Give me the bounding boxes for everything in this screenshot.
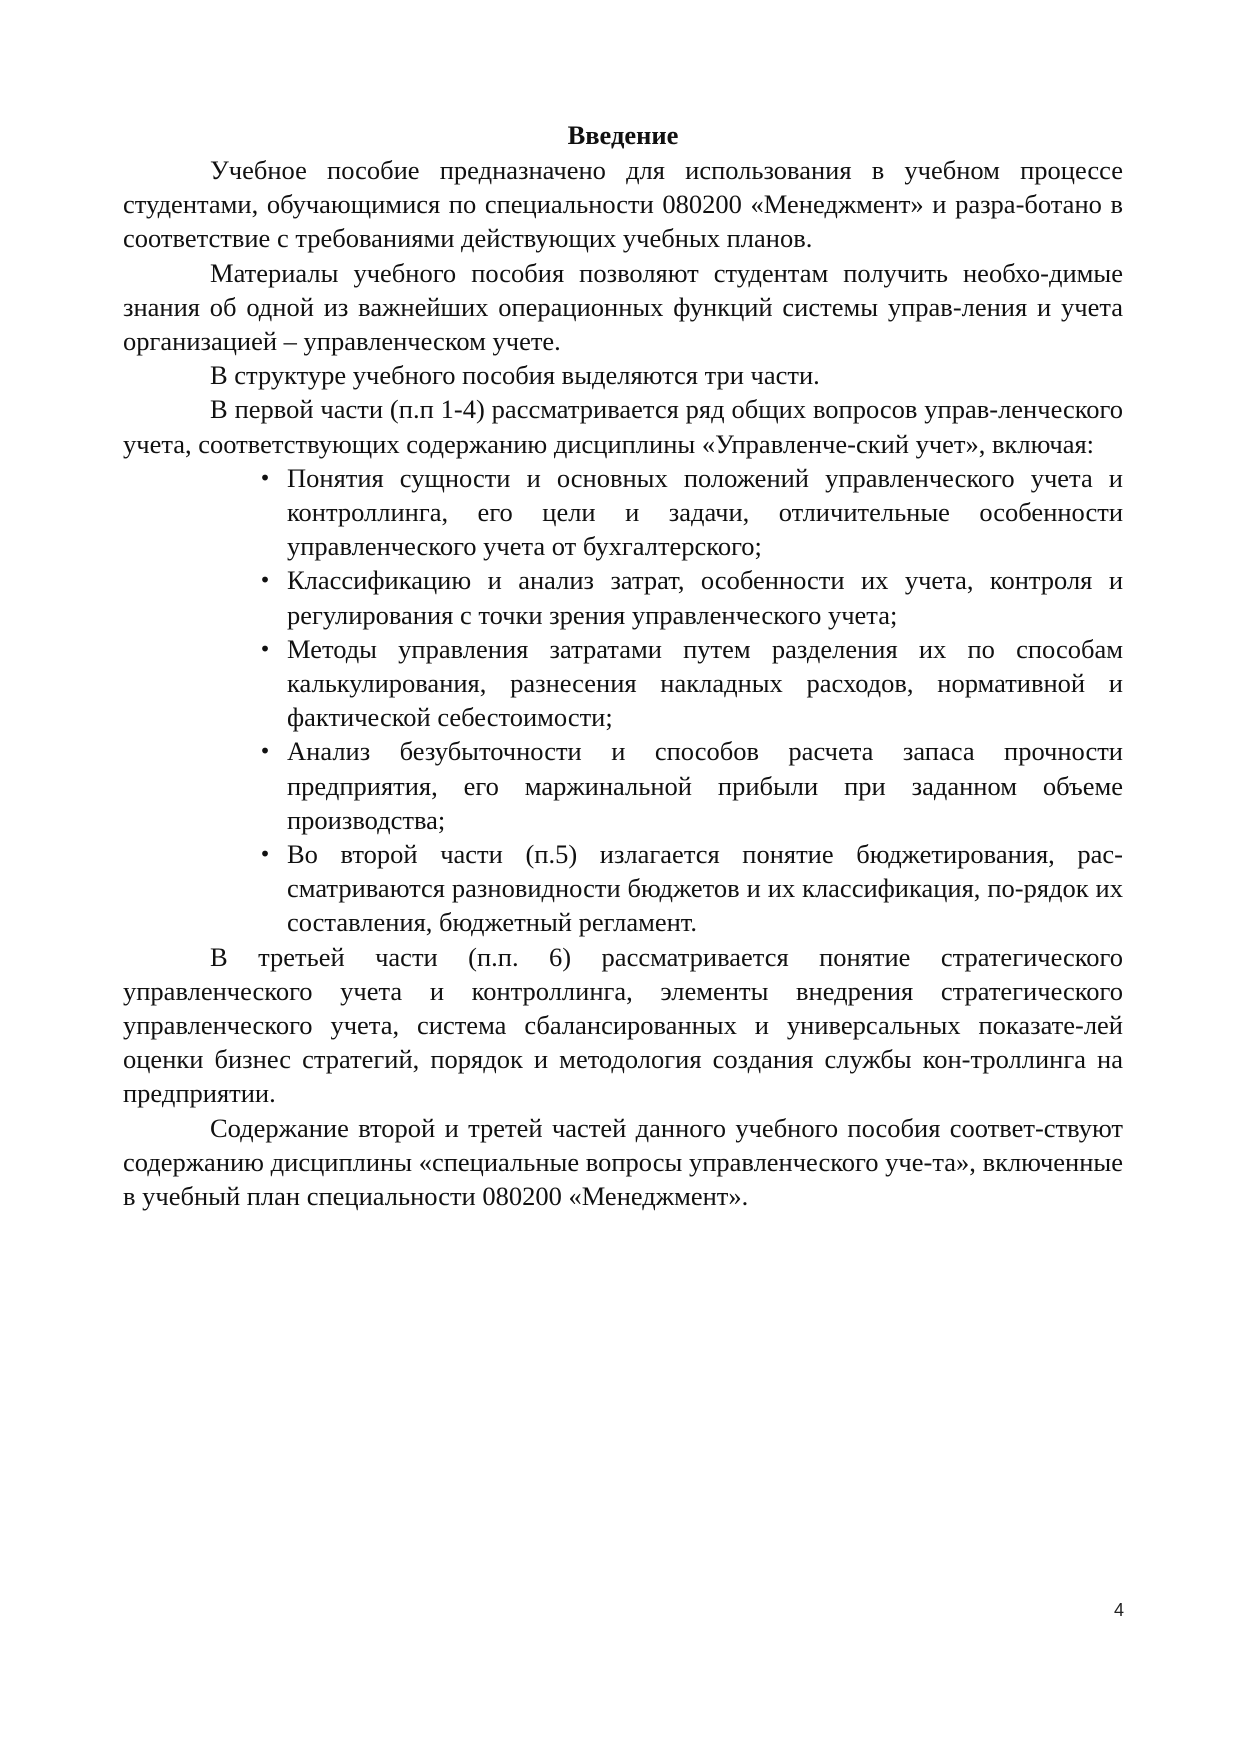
section-title: Введение xyxy=(567,120,679,150)
list-item xyxy=(259,837,1123,940)
paragraph: В третьей части (п.п. 6) рассматривается понятие стратегического управленческого учета и контроллинга, элементы внедрения стратегического управленческого учета, система сбалансированных и универсальных показате-лей оценки бизнес стратегий, порядок и методология создания службы кон-троллинга на предприятии. xyxy=(123,941,1123,1109)
list-item-text: Понятия сущности и основных положений управленческого учета и контроллинга, его цели и задачи, отличительные особенности управленческого учета от бухгалтерского; xyxy=(287,462,1123,562)
bullet-icon: • xyxy=(259,465,271,490)
bullet-icon: • xyxy=(259,568,271,593)
list-item-text: Методы управления затратами путем разделения их по способам калькулирования, разнесения накладных расходов, нормативной и фактической себестоимости; xyxy=(287,633,1123,733)
paragraph: В первой части (п.п 1-4) рассматривается ряд общих вопросов управ-ленческого учета, соответствующих содержанию дисциплины «Управленче-ский учет», включая: xyxy=(123,394,1123,459)
list-item xyxy=(259,632,1123,735)
bullet-list xyxy=(123,461,1123,940)
list-item xyxy=(259,461,1123,564)
document-page xyxy=(123,118,1123,1213)
paragraph: Учебное пособие предназначено для использования в учебном процессе студентами, обучающимися по специальности 080200 «Менеджмент» и разра-ботано в соответствие с требованиями действующих учебных планов. xyxy=(123,155,1123,254)
bullet-icon: • xyxy=(259,636,271,661)
bullet-icon: • xyxy=(259,842,271,867)
paragraph: В структуре учебного пособия выделяются три части. xyxy=(210,360,820,391)
page-number: 4 xyxy=(1113,1600,1124,1620)
list-item xyxy=(259,563,1123,631)
list-item xyxy=(259,734,1123,837)
list-item-text: Во второй части (п.5) излагается понятие бюджетирования, рас-сматриваются разновидности бюджетов и их классификация, по-рядок их составления, бюджетный регламент. xyxy=(287,839,1123,938)
list-item-text: Анализ безубыточности и способов расчета запаса прочности предприятия, его маржинальной прибыли при заданном объеме производства; xyxy=(287,736,1123,835)
paragraph: Содержание второй и третей частей данного учебного пособия соответ-ствуют содержанию дисциплины «специальные вопросы управленческого уче-та», включенные в учебный план специальности 080200 «Менеджмент». xyxy=(123,1112,1123,1212)
bullet-icon: • xyxy=(259,739,271,764)
list-item-text: Классификацию и анализ затрат, особенности их учета, контроля и регулирования с точки зрения управленческого учета; xyxy=(287,565,1123,630)
paragraph: Материалы учебного пособия позволяют студентам получить необхо-димые знания об одной из важнейших операционных функций системы управ-ления и учета организацией – управленческом учете. xyxy=(123,257,1123,357)
